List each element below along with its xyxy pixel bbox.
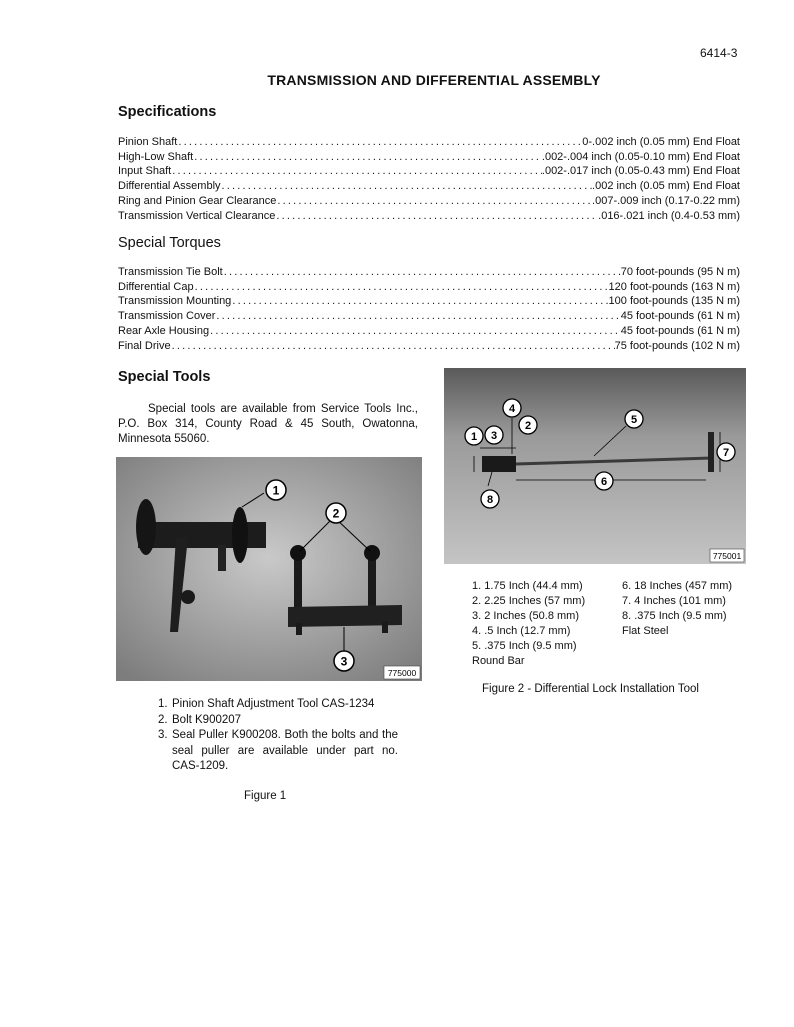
photo-code: 775001	[712, 551, 742, 561]
spec-row	[118, 164, 740, 179]
leader-dots	[209, 324, 621, 339]
list-text: Pinion Shaft Adjustment Tool CAS-1234	[172, 698, 375, 710]
svg-text:7: 7	[722, 447, 730, 459]
spec-value: .016-.021 inch (0.4-0.53 mm)	[598, 209, 740, 222]
svg-text:8: 8	[486, 494, 494, 506]
torques-list	[118, 265, 740, 353]
callout-6	[595, 472, 613, 490]
torque-value: 70 foot-pounds (95 N m)	[620, 266, 740, 278]
list-number: 2.	[158, 713, 168, 726]
callout-4	[503, 399, 521, 417]
legend-item: 6. 18 Inches (457 mm)	[622, 580, 733, 592]
spec-value: .007-.009 inch (0.17-0.22 mm)	[592, 194, 740, 207]
spec-label: Input Shaft	[118, 165, 172, 178]
spec-label: Differential Assembly	[118, 180, 221, 193]
torque-row	[118, 339, 740, 354]
callout-3	[334, 651, 354, 671]
svg-text:3: 3	[490, 430, 498, 442]
legend-item: 7. 4 Inches (101 mm)	[622, 595, 726, 607]
svg-text:1: 1	[272, 483, 280, 498]
tools-intro: Special tools are available from Service Tools Inc., P.O. Box 314, County Road & 45 South, Owatonna, Minnesota 55060.	[118, 403, 418, 445]
torque-row	[118, 294, 740, 309]
torque-row	[118, 265, 740, 280]
leader-dots	[171, 164, 542, 179]
svg-text:4: 4	[508, 403, 516, 415]
torque-value: 45 foot-pounds (61 N m)	[620, 324, 740, 337]
spec-value: 0-.002 inch (0.05 mm) End Float	[582, 136, 740, 148]
specifications-list	[118, 135, 740, 223]
legend-item: 8. .375 Inch (9.5 mm)	[622, 610, 727, 622]
spec-row	[118, 209, 740, 224]
callout-2	[519, 416, 537, 434]
torque-row	[118, 280, 740, 295]
callout-1	[465, 427, 483, 445]
figure2-illustration	[444, 368, 746, 564]
spec-value: .002 inch (0.05 mm) End Float	[592, 180, 740, 193]
figure1-photo	[116, 457, 422, 681]
leader-dots	[276, 194, 592, 209]
spec-label: Ring and Pinion Gear Clearance	[118, 194, 277, 207]
svg-text:2: 2	[524, 420, 532, 432]
spec-row	[118, 150, 740, 165]
tools-heading: Special Tools	[118, 369, 211, 385]
legend-column-left	[472, 579, 585, 669]
figure1-caption: Figure 1	[244, 790, 287, 802]
torque-value: 100 foot-pounds (135 N m)	[608, 295, 740, 308]
spec-label: High-Low Shaft	[118, 150, 194, 163]
specifications-heading: Specifications	[118, 104, 217, 120]
leader-dots	[275, 209, 598, 224]
legend-item: 5. .375 Inch (9.5 mm)	[472, 640, 577, 652]
spec-value: .002-.004 inch (0.05-0.10 mm) End Float	[541, 150, 740, 163]
spec-row	[118, 179, 740, 194]
callout-1	[266, 480, 286, 500]
spec-label: Transmission Vertical Clearance	[118, 209, 276, 222]
figure1-list	[158, 697, 398, 775]
torques-heading: Special Torques	[118, 235, 221, 251]
callout-3	[485, 426, 503, 444]
photo-code: 775000	[387, 668, 417, 678]
leader-dots	[194, 280, 609, 295]
callout-2	[326, 503, 346, 523]
figure2-caption: Figure 2 - Differential Lock Installation Tool	[482, 683, 699, 695]
torque-label: Transmission Tie Bolt	[118, 266, 223, 278]
callout-8	[481, 490, 499, 508]
list-item	[158, 697, 398, 713]
torque-label: Differential Cap	[118, 280, 194, 293]
callout-7	[717, 443, 735, 461]
leader-dots	[171, 339, 615, 354]
list-number: 3.	[158, 729, 168, 741]
svg-text:5: 5	[630, 414, 638, 426]
list-number: 1.	[158, 698, 168, 710]
torque-label: Transmission Cover	[118, 310, 216, 323]
legend-column-right	[622, 579, 732, 639]
figure2-photo	[444, 368, 746, 564]
list-item	[158, 713, 398, 729]
spec-value: .002-.017 inch (0.05-0.43 mm) End Float	[541, 165, 740, 178]
leader-dots	[177, 135, 582, 150]
svg-text:6: 6	[600, 476, 608, 488]
torque-row	[118, 309, 740, 324]
spec-row	[118, 194, 740, 209]
torque-value: 45 foot-pounds (61 N m)	[620, 310, 740, 323]
page-title: TRANSMISSION AND DIFFERENTIAL ASSEMBLY	[267, 72, 601, 88]
svg-text:3: 3	[340, 654, 348, 669]
torque-label: Transmission Mounting	[118, 295, 232, 308]
leader-dots	[221, 179, 593, 194]
leader-dots	[215, 309, 620, 324]
torque-label: Rear Axle Housing	[118, 324, 210, 337]
svg-text:2: 2	[332, 506, 340, 521]
svg-text:1: 1	[470, 431, 478, 443]
torque-value: 75 foot-pounds (102 N m)	[614, 339, 740, 352]
spec-row	[118, 135, 740, 150]
figure1-illustration	[116, 457, 422, 681]
list-item	[158, 728, 398, 775]
legend-item: Flat Steel	[622, 625, 669, 637]
list-text: Seal Puller K900208. Both the bolts and the seal puller are available under part no. CAS-1209.	[172, 729, 398, 772]
leader-dots	[231, 294, 608, 309]
page-number: 6414-3	[700, 46, 738, 60]
torque-label: Final Drive	[118, 339, 171, 352]
list-text: Bolt K900207	[172, 713, 242, 726]
callout-5	[625, 410, 643, 428]
legend-item: 2. 2.25 Inches (57 mm)	[472, 595, 586, 607]
legend-item: 1. 1.75 Inch (44.4 mm)	[472, 580, 583, 592]
torque-row	[118, 324, 740, 339]
leader-dots	[193, 150, 542, 165]
torque-value: 120 foot-pounds (163 N m)	[608, 280, 740, 293]
legend-item: Round Bar	[472, 655, 525, 667]
legend-item: 3. 2 Inches (50.8 mm)	[472, 610, 579, 622]
spec-label: Pinion Shaft	[118, 136, 178, 148]
leader-dots	[223, 265, 621, 280]
legend-item: 4. .5 Inch (12.7 mm)	[472, 625, 571, 637]
